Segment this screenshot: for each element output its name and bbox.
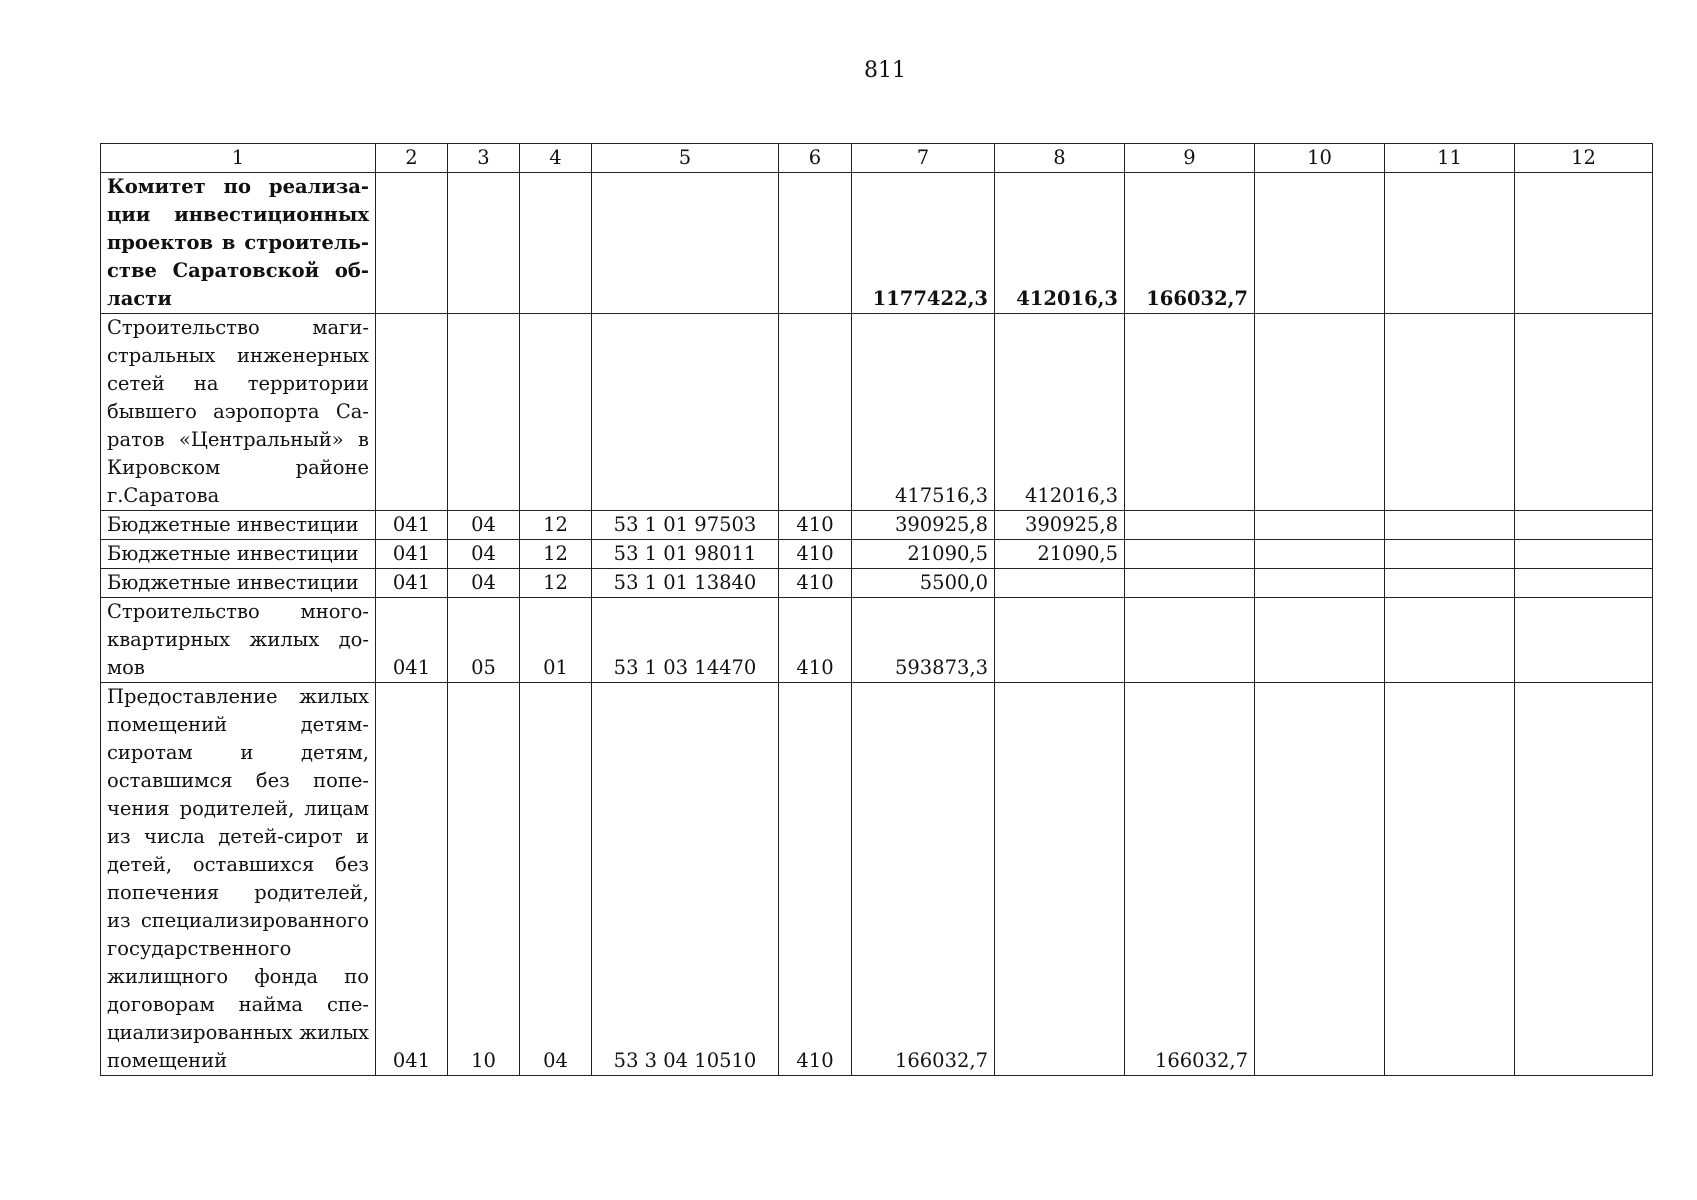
- cell-expense-type: 410: [779, 540, 852, 569]
- budget-table: [100, 143, 1653, 1076]
- header-cell: 2: [376, 144, 448, 173]
- cell-col12: [1515, 314, 1653, 511]
- cell-col11: [1385, 173, 1515, 314]
- cell-col10: [1255, 598, 1385, 683]
- cell-col7: 166032,7: [852, 683, 995, 1076]
- cell-col10: [1255, 173, 1385, 314]
- header-cell: 10: [1255, 144, 1385, 173]
- row-name: Бюджетные инвестиции: [101, 511, 376, 540]
- table-row: [101, 598, 1653, 683]
- header-cell: 9: [1125, 144, 1255, 173]
- cell-col10: [1255, 511, 1385, 540]
- cell-col10: [1255, 569, 1385, 598]
- cell-subsection: 01: [520, 598, 592, 683]
- cell-subsection: 04: [520, 683, 592, 1076]
- cell-col9: 166032,7: [1125, 173, 1255, 314]
- cell-subsection: 12: [520, 511, 592, 540]
- cell-col12: [1515, 569, 1653, 598]
- cell-col8: [995, 569, 1125, 598]
- header-cell: 4: [520, 144, 592, 173]
- table-row: [101, 314, 1653, 511]
- cell-col10: [1255, 540, 1385, 569]
- cell-section: 10: [448, 683, 520, 1076]
- cell-col11: [1385, 598, 1515, 683]
- cell-section: 04: [448, 569, 520, 598]
- row-name: Предоставление жилых помещений детям-сиротам и детям, оставшимся без попечения родителей, лицам из числа детей-сирот и детей, оставшихся без попечения родителей, из специализированного государственного жилищного фонда по договорам найма специализированных жилых помещений: [101, 683, 376, 1076]
- cell-col7: 390925,8: [852, 511, 995, 540]
- cell-target-article: [592, 314, 779, 511]
- cell-target-article: 53 1 03 14470: [592, 598, 779, 683]
- cell-col8: 412016,3: [995, 314, 1125, 511]
- cell-target-article: 53 1 01 97503: [592, 511, 779, 540]
- table-row: [101, 683, 1653, 1076]
- header-cell: 5: [592, 144, 779, 173]
- cell-col10: [1255, 314, 1385, 511]
- cell-section: 04: [448, 511, 520, 540]
- cell-section: [448, 314, 520, 511]
- cell-col8: 390925,8: [995, 511, 1125, 540]
- cell-col9: [1125, 598, 1255, 683]
- cell-target-article: 53 1 01 98011: [592, 540, 779, 569]
- header-row: [101, 144, 1653, 173]
- cell-section: [448, 173, 520, 314]
- cell-col7: 5500,0: [852, 569, 995, 598]
- header-cell: 6: [779, 144, 852, 173]
- cell-ministry: 041: [376, 511, 448, 540]
- cell-expense-type: 410: [779, 569, 852, 598]
- cell-col7: 21090,5: [852, 540, 995, 569]
- cell-col9: [1125, 511, 1255, 540]
- cell-col9: [1125, 569, 1255, 598]
- cell-target-article: [592, 173, 779, 314]
- cell-col8: 21090,5: [995, 540, 1125, 569]
- row-name: Строительство многоквартирных жилых домов: [101, 598, 376, 683]
- cell-subsection: 12: [520, 569, 592, 598]
- header-cell: 12: [1515, 144, 1653, 173]
- cell-expense-type: [779, 314, 852, 511]
- cell-ministry: 041: [376, 683, 448, 1076]
- cell-col11: [1385, 683, 1515, 1076]
- cell-subsection: [520, 314, 592, 511]
- header-cell: 3: [448, 144, 520, 173]
- header-cell: 1: [101, 144, 376, 173]
- cell-col12: [1515, 683, 1653, 1076]
- cell-target-article: 53 1 01 13840: [592, 569, 779, 598]
- table-row: [101, 540, 1653, 569]
- cell-ministry: [376, 314, 448, 511]
- header-cell: 7: [852, 144, 995, 173]
- cell-expense-type: 410: [779, 511, 852, 540]
- cell-expense-type: 410: [779, 598, 852, 683]
- table-row: [101, 173, 1653, 314]
- cell-col8: [995, 683, 1125, 1076]
- cell-ministry: 041: [376, 598, 448, 683]
- row-name: Бюджетные инвестиции: [101, 540, 376, 569]
- cell-ministry: 041: [376, 540, 448, 569]
- cell-ministry: 041: [376, 569, 448, 598]
- cell-col8: 412016,3: [995, 173, 1125, 314]
- cell-col12: [1515, 540, 1653, 569]
- cell-col9: 166032,7: [1125, 683, 1255, 1076]
- cell-col9: [1125, 314, 1255, 511]
- cell-subsection: 12: [520, 540, 592, 569]
- cell-col12: [1515, 598, 1653, 683]
- cell-col7: 417516,3: [852, 314, 995, 511]
- cell-expense-type: [779, 173, 852, 314]
- table-row: [101, 511, 1653, 540]
- cell-col10: [1255, 683, 1385, 1076]
- header-cell: 11: [1385, 144, 1515, 173]
- cell-col7: 1177422,3: [852, 173, 995, 314]
- row-name: Комитет по реализации инвестиционных проектов в строительстве Саратовской области: [101, 173, 376, 314]
- row-name: Строительство магистральных инженерных сетей на территории бывшего аэропорта Саратов «Центральный» в Кировском районе г.Саратова: [101, 314, 376, 511]
- row-name: Бюджетные инвестиции: [101, 569, 376, 598]
- cell-target-article: 53 3 04 10510: [592, 683, 779, 1076]
- cell-col11: [1385, 540, 1515, 569]
- cell-col11: [1385, 314, 1515, 511]
- page-number: 811: [864, 58, 906, 83]
- cell-ministry: [376, 173, 448, 314]
- cell-col12: [1515, 511, 1653, 540]
- cell-expense-type: 410: [779, 683, 852, 1076]
- cell-col8: [995, 598, 1125, 683]
- cell-col11: [1385, 511, 1515, 540]
- header-cell: 8: [995, 144, 1125, 173]
- cell-col12: [1515, 173, 1653, 314]
- cell-col11: [1385, 569, 1515, 598]
- cell-col9: [1125, 540, 1255, 569]
- cell-section: 04: [448, 540, 520, 569]
- table-row: [101, 569, 1653, 598]
- cell-col7: 593873,3: [852, 598, 995, 683]
- cell-section: 05: [448, 598, 520, 683]
- cell-subsection: [520, 173, 592, 314]
